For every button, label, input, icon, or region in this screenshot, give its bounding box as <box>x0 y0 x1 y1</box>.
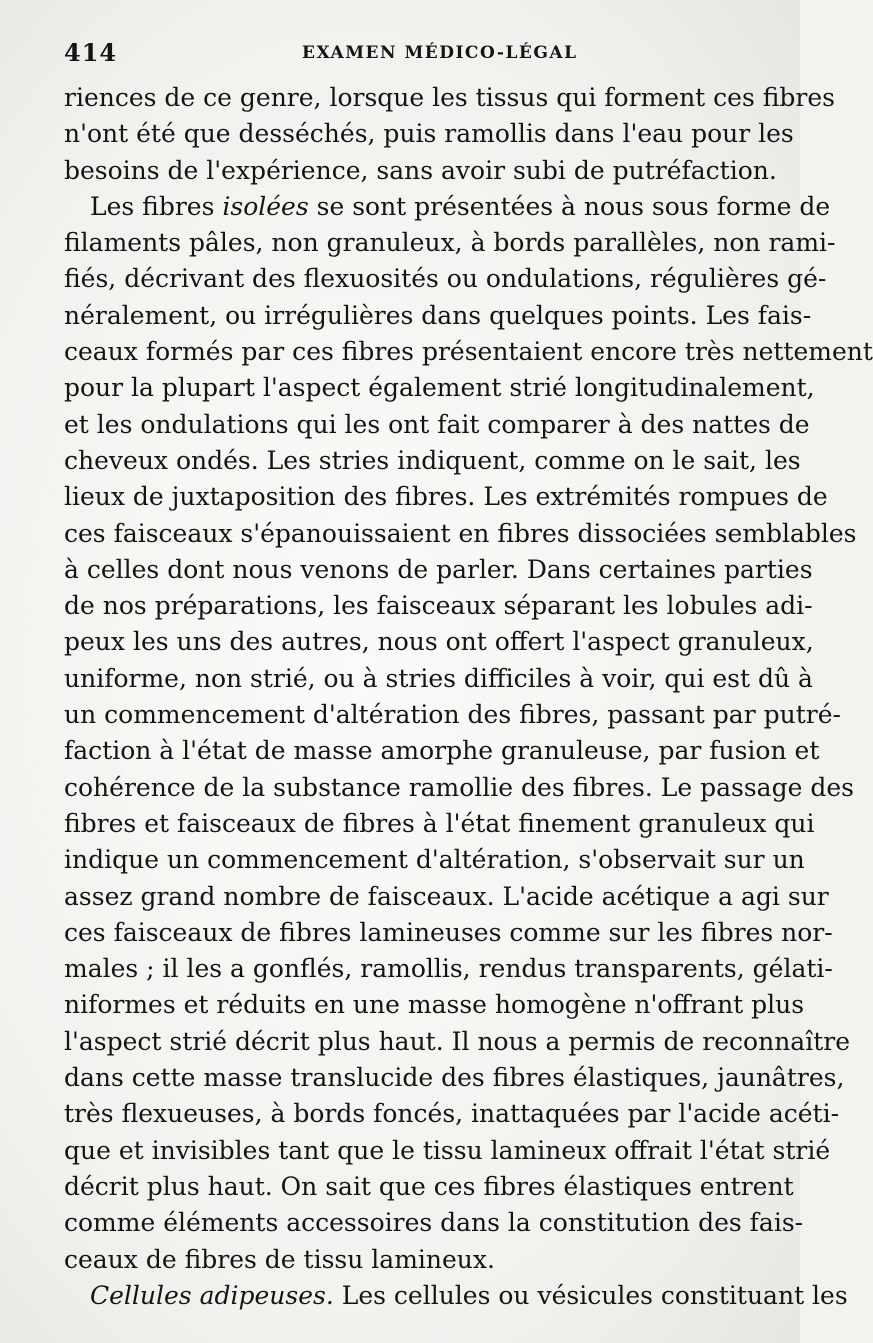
text-line: besoins de l'expérience, sans avoir subi de putréfaction. <box>64 155 777 185</box>
body-text <box>64 80 873 1314</box>
text-line: pour la plupart l'aspect également strié longitudinalement, <box>64 373 815 403</box>
text-line: peux les uns des autres, nous ont offert l'aspect granuleux, <box>64 627 814 657</box>
text-line: comme éléments accessoires dans la constitution des fais- <box>64 1208 804 1238</box>
text-line: indique un commencement d'altération, s'observait sur un <box>64 845 805 875</box>
text-line: uniforme, non strié, ou à stries difficiles à voir, qui est dû à <box>64 663 813 693</box>
text-line: cohérence de la substance ramollie des fibres. Le passage des <box>64 772 854 802</box>
text-line: de nos préparations, les faisceaux séparant les lobules adi- <box>64 591 813 621</box>
text-line: lieux de juxtaposition des fibres. Les extrémités rompues de <box>64 482 828 512</box>
text-line <box>64 189 831 225</box>
text-line: faction à l'état de masse amorphe granuleuse, par fusion et <box>64 736 820 766</box>
text-line <box>64 1278 848 1314</box>
page-header <box>64 38 754 68</box>
text-line: ceaux de fibres de tissu lamineux. <box>64 1244 495 1274</box>
text-line: que et invisibles tant que le tissu lamineux offrait l'état strié <box>64 1135 831 1165</box>
text-line: fiés, décrivant des flexuosités ou ondulations, régulières gé- <box>64 264 827 294</box>
text-line: ces faisceaux de fibres lamineuses comme sur les fibres nor- <box>64 917 833 947</box>
text-line: niformes et réduits en une masse homogène n'offrant plus <box>64 990 805 1020</box>
text-line: et les ondulations qui les ont fait comparer à des nattes de <box>64 409 810 439</box>
text-line: riences de ce genre, lorsque les tissus qui forment ces fibres <box>64 83 835 112</box>
text-line: ceaux formés par ces fibres présentaient encore très nettement <box>64 337 873 367</box>
text-line: males ; il les a gonflés, ramollis, rendus transparents, gélati- <box>64 954 833 984</box>
text-line: cheveux ondés. Les stries indiquent, comme on le sait, les <box>64 445 801 475</box>
text-line: fibres et faisceaux de fibres à l'état finement granuleux qui <box>64 808 815 838</box>
text-line: n'ont été que desséchés, puis ramollis dans l'eau pour les <box>64 119 794 149</box>
text-run: se sont présentées à nous sous forme de <box>308 191 831 221</box>
italic-term: isolées <box>222 191 309 221</box>
text-line: ces faisceaux s'épanouissaient en fibres dissociées semblables <box>64 518 857 548</box>
section-heading-italic: Cellules adipeuses. <box>90 1280 334 1310</box>
text-line: filaments pâles, non granuleux, à bords parallèles, non rami- <box>64 228 836 258</box>
text-line: décrit plus haut. On sait que ces fibres élastiques entrent <box>64 1171 794 1201</box>
text-line: néralement, ou irrégulières dans quelques points. Les fais- <box>64 300 812 330</box>
text-run: Les cellules ou vésicules constituant les <box>333 1280 848 1310</box>
text-run: Les fibres <box>90 191 223 221</box>
text-line: l'aspect strié décrit plus haut. Il nous a permis de reconnaître <box>64 1026 850 1056</box>
text-line: très flexueuses, à bords foncés, inattaquées par l'acide acéti- <box>64 1099 840 1129</box>
text-line: assez grand nombre de faisceaux. L'acide acétique a agi sur <box>64 881 829 911</box>
text-line: un commencement d'altération des fibres, passant par putré- <box>64 700 841 730</box>
text-line: à celles dont nous venons de parler. Dans certaines parties <box>64 554 813 584</box>
running-title: EXAMEN MÉDICO-LÉGAL <box>302 43 578 63</box>
page-number: 414 <box>64 38 118 67</box>
text-line: dans cette masse translucide des fibres élastiques, jaunâtres, <box>64 1063 845 1093</box>
